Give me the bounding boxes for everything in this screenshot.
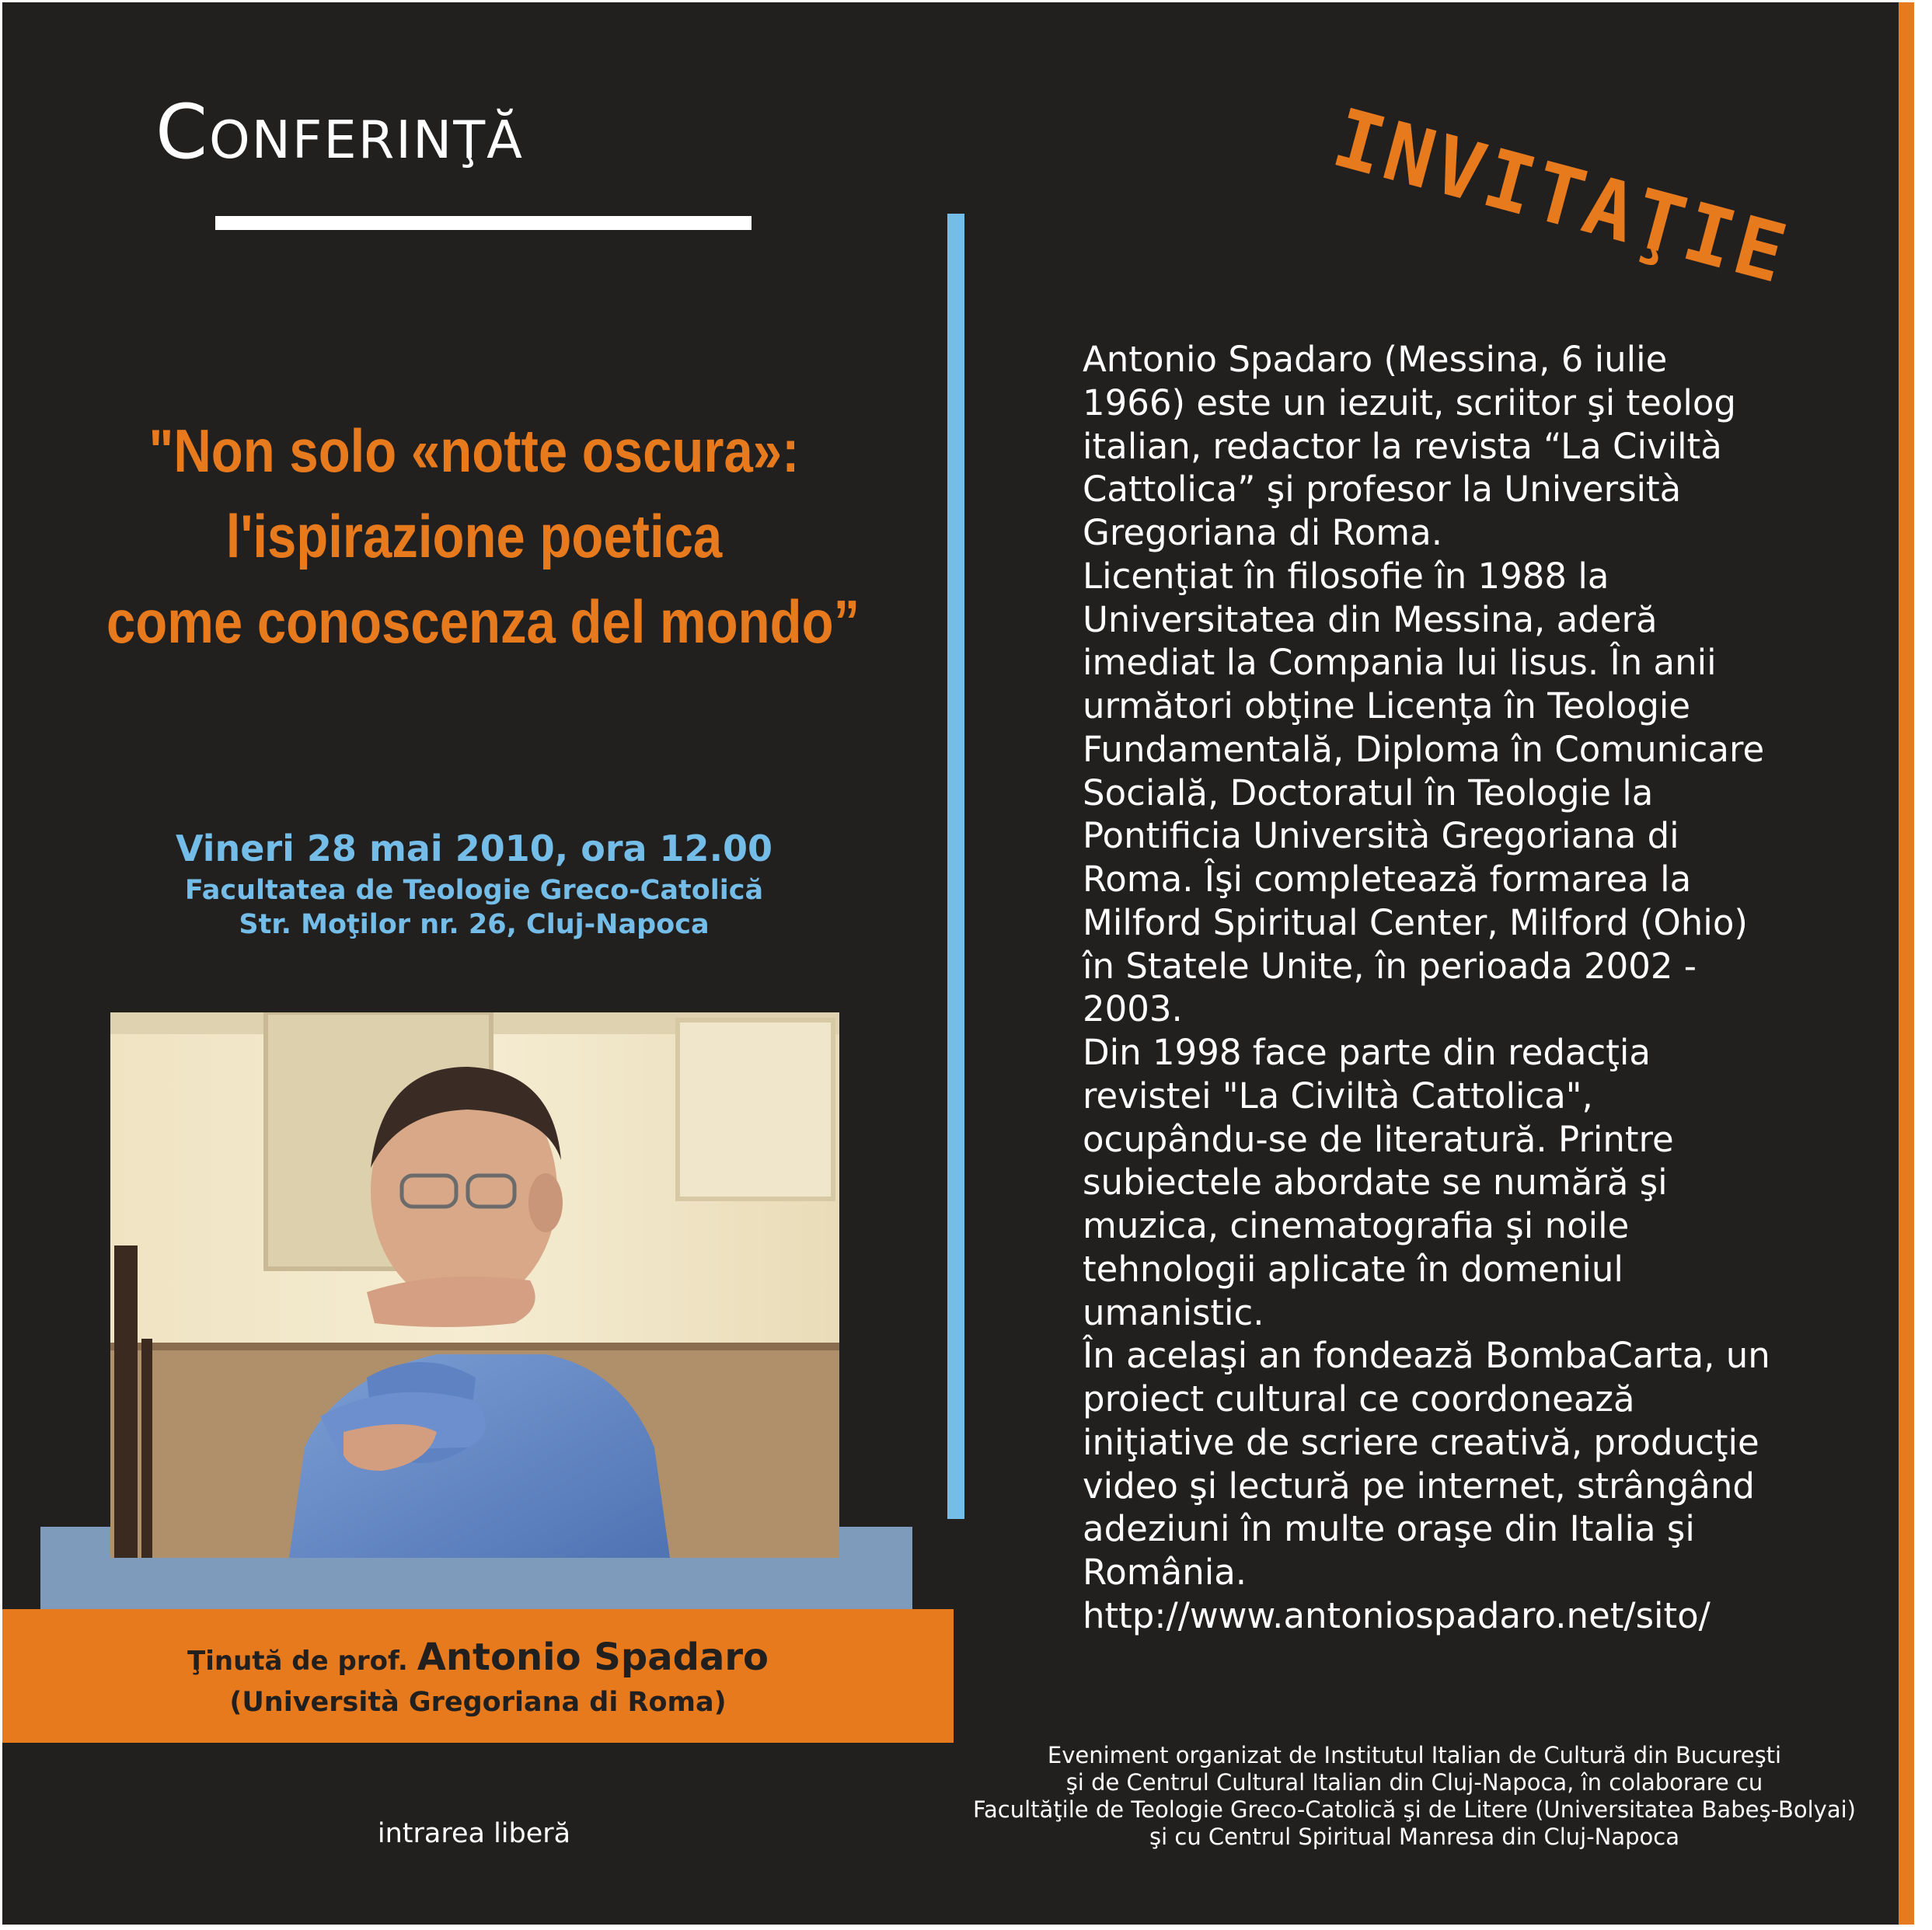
bio-line: în Statele Unite, în perioada 2002 - — [1083, 945, 1697, 987]
speaker-prefix: Ţinută de prof. — [187, 1646, 417, 1677]
lecture-title — [106, 408, 860, 664]
bio-line: 2003. — [1083, 988, 1183, 1030]
speaker-box — [2, 1609, 954, 1743]
bio-line: În acelaşi an fondează BombaCarta, un — [1083, 1335, 1770, 1377]
bio-line: Milford Spiritual Center, Milford (Ohio) — [1083, 901, 1748, 943]
bio-line: Licenţiat în filosofie în 1988 la — [1083, 555, 1609, 597]
bio-link[interactable]: http://www.antoniospadaro.net/sito/ — [1083, 1594, 1711, 1636]
free-entry-note: intrarea liberă — [377, 1818, 571, 1849]
bio-line: 1966) este un iezuit, scriitor şi teolog — [1083, 381, 1736, 423]
bio-line: italian, redactor la revista “La Civiltà — [1083, 425, 1722, 467]
bio-line: imediat la Compania lui Iisus. În anii — [1083, 642, 1717, 684]
bio-line: Roma. Îşi completează formarea la — [1083, 859, 1692, 900]
event-venue: Facultatea de Teologie Greco-Catolică — [184, 875, 764, 906]
organizers-footer — [933, 1742, 1896, 1851]
event-address: Str. Moţilor nr. 26, Cluj-Napoca — [239, 909, 710, 940]
bio-line: video şi lectură pe internet, strângând — [1083, 1465, 1755, 1507]
bio-line: următori obţine Licenţa în Teologie — [1083, 685, 1691, 726]
bio-line: Universitatea din Messina, aderă — [1083, 598, 1658, 640]
speaker-name: Antonio Spadaro — [417, 1636, 769, 1679]
speaker-photo — [110, 1012, 839, 1558]
bio-line: Gregoriana di Roma. — [1083, 512, 1443, 553]
vertical-divider — [947, 214, 964, 1519]
event-info — [47, 824, 901, 942]
bio-line: subiectele abordate se numără şi — [1083, 1162, 1668, 1204]
bio-line: proiect cultural ce coordonează — [1083, 1378, 1635, 1420]
title-underline — [215, 216, 752, 230]
footer-line: şi cu Centrul Spiritual Manresa din Cluj-Napoca — [1149, 1824, 1679, 1850]
bio-line: umanistic. — [1083, 1291, 1264, 1333]
bio-line: Pontificia Università Gregoriana di — [1083, 815, 1679, 857]
lecture-title-line: come conoscenza del mondo” — [106, 587, 860, 656]
bio-line: Antonio Spadaro (Messina, 6 iulie — [1083, 339, 1668, 380]
speaker-line — [2, 1636, 954, 1679]
bio-line: ocupându-se de literatură. Printre — [1083, 1118, 1674, 1160]
conference-title: Conferinţă — [155, 89, 524, 176]
bio-line: tehnologii aplicate în domeniul — [1083, 1248, 1623, 1290]
bio-line: Cattolica” şi profesor la Università — [1083, 469, 1682, 510]
bio-line: revistei "La Civiltà Cattolica", — [1083, 1075, 1593, 1117]
right-orange-stripe — [1899, 2, 1914, 1925]
bio-line: Din 1998 face parte din redacţia — [1083, 1032, 1651, 1073]
lecture-title-line: l'ispirazione poetica — [225, 502, 723, 570]
bio-line: iniţiative de scriere creativă, producţie — [1083, 1421, 1759, 1463]
speaker-biography — [1083, 338, 1860, 1638]
bio-line: Socială, Doctoratul în Teologie la — [1083, 772, 1654, 813]
footer-line: şi de Centrul Cultural Italian din Cluj-Napoca, în colaborare cu — [1065, 1769, 1763, 1796]
speaker-affiliation: (Università Gregoriana di Roma) — [229, 1687, 727, 1718]
invitation-label: INVITAŢIE — [1323, 90, 1799, 303]
footer-line: Eveniment organizat de Institutul Italian de Cultură din Bucureşti — [1047, 1742, 1782, 1768]
bio-line: adeziuni în multe oraşe din Italia şi — [1083, 1508, 1695, 1550]
event-date: Vineri 28 mai 2010, ora 12.00 — [175, 827, 773, 869]
footer-line: Facultăţile de Teologie Greco-Catolică şi de Litere (Universitatea Babeş-Bolyai) — [973, 1796, 1856, 1823]
lecture-title-line: "Non solo «notte oscura»: — [148, 416, 800, 485]
bio-line: muzica, cinematografia şi noile — [1083, 1205, 1630, 1246]
bio-line: România. — [1083, 1552, 1247, 1593]
bio-line: Fundamentală, Diploma în Comunicare — [1083, 728, 1765, 770]
